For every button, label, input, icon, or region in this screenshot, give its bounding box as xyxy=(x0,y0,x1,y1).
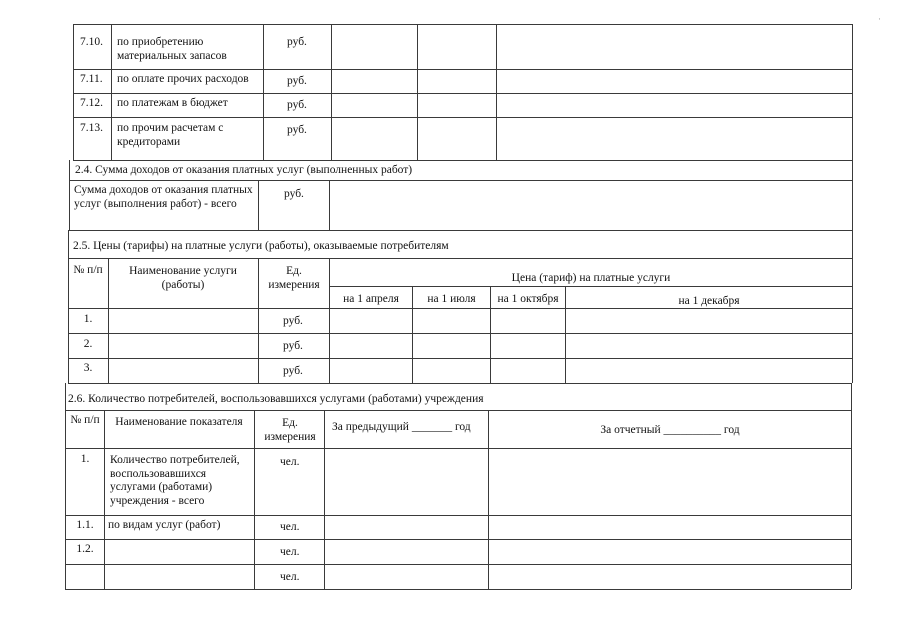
rule xyxy=(73,93,852,94)
rule xyxy=(324,410,325,589)
rule xyxy=(329,180,330,230)
row-label: Количество потребителей, воспользовавшихся услугами (работами) учреждения - всего xyxy=(110,454,240,507)
rule xyxy=(851,383,852,589)
rule xyxy=(111,24,112,160)
rule xyxy=(258,258,259,383)
row-label: по платежам в бюджет xyxy=(117,97,228,109)
column-header-date: на 1 октября xyxy=(497,293,559,305)
rule xyxy=(65,383,66,589)
rule xyxy=(73,24,852,25)
rule xyxy=(65,564,851,565)
row-unit: руб. xyxy=(287,99,307,111)
row-label: по прочим расчетам с кредиторами xyxy=(117,122,224,148)
rule xyxy=(73,117,852,118)
row-unit: руб. xyxy=(283,365,303,377)
section-title: 2.5. Цены (тарифы) на платные услуги (работы), оказываемые потребителям xyxy=(73,240,449,252)
row-unit: чел. xyxy=(280,546,300,558)
rule xyxy=(65,448,851,449)
column-header-name: Наименование показателя xyxy=(115,416,243,428)
section-title: 2.6. Количество потребителей, воспользовавшихся услугами (работами) учреждения xyxy=(68,393,484,405)
rule xyxy=(68,230,69,383)
row-number: 7.13. xyxy=(80,122,103,134)
rule xyxy=(852,24,853,160)
rule xyxy=(73,24,74,160)
rule xyxy=(108,258,109,383)
rule xyxy=(263,24,264,160)
row-number: 1. xyxy=(80,453,90,465)
column-header-date: на 1 декабря xyxy=(678,295,740,307)
column-header-current-year: За отчетный __________ год xyxy=(600,424,740,436)
row-number: 1. xyxy=(83,313,93,325)
column-header-date: на 1 апреля xyxy=(343,293,399,305)
row-number: 7.12. xyxy=(80,97,103,109)
row-unit: руб. xyxy=(287,36,307,48)
row-label: по приобретению материальных запасов xyxy=(117,36,227,62)
row-label: Сумма доходов от оказания платных услуг (выполнения работ) - всего xyxy=(74,184,253,210)
rule xyxy=(254,410,255,589)
rule xyxy=(69,230,852,231)
rule xyxy=(73,160,852,161)
row-unit: руб. xyxy=(287,124,307,136)
scan-speck: · xyxy=(878,14,881,24)
row-number: 3. xyxy=(83,362,93,374)
rule xyxy=(65,589,851,590)
rule xyxy=(331,24,332,160)
rule xyxy=(852,230,853,383)
rule xyxy=(852,160,853,230)
row-label: по видам услуг (работ) xyxy=(108,519,221,531)
rule xyxy=(73,69,852,70)
row-number: 7.10. xyxy=(80,36,103,48)
row-unit: руб. xyxy=(287,75,307,87)
rule xyxy=(65,515,851,516)
rule xyxy=(68,383,852,384)
section-title: 2.4. Сумма доходов от оказания платных услуг (выполненных работ) xyxy=(75,164,413,176)
rule xyxy=(65,539,851,540)
row-unit: руб. xyxy=(283,315,303,327)
column-header-number: № п/п xyxy=(70,414,100,426)
row-number: 2. xyxy=(83,338,93,350)
row-number: 1.1. xyxy=(76,519,94,531)
column-header-previous-year: За предыдущий _______ год xyxy=(332,421,471,433)
rule xyxy=(69,160,70,230)
row-unit: чел. xyxy=(280,456,300,468)
rule xyxy=(104,410,105,589)
row-unit: руб. xyxy=(284,188,304,200)
rule xyxy=(68,333,852,334)
row-unit: руб. xyxy=(283,340,303,352)
column-header-price: Цена (тариф) на платные услуги xyxy=(511,272,671,284)
column-header-unit: Ед. измерения xyxy=(268,265,320,291)
column-header-number: № п/п xyxy=(73,264,103,276)
row-unit: чел. xyxy=(280,521,300,533)
rule xyxy=(329,286,852,287)
row-number: 7.11. xyxy=(80,73,103,85)
row-unit: чел. xyxy=(280,571,300,583)
row-number: 1.2. xyxy=(76,543,94,555)
column-header-unit: Ед. измерения xyxy=(264,417,316,443)
column-header-name: Наименование услуги (работы) xyxy=(129,265,237,291)
row-label: по оплате прочих расходов xyxy=(117,73,249,85)
rule xyxy=(496,24,497,160)
rule xyxy=(69,180,852,181)
column-header-date: на 1 июля xyxy=(427,293,476,305)
rule xyxy=(65,410,851,411)
rule xyxy=(417,24,418,160)
rule xyxy=(68,258,852,259)
rule xyxy=(68,358,852,359)
rule xyxy=(258,180,259,230)
